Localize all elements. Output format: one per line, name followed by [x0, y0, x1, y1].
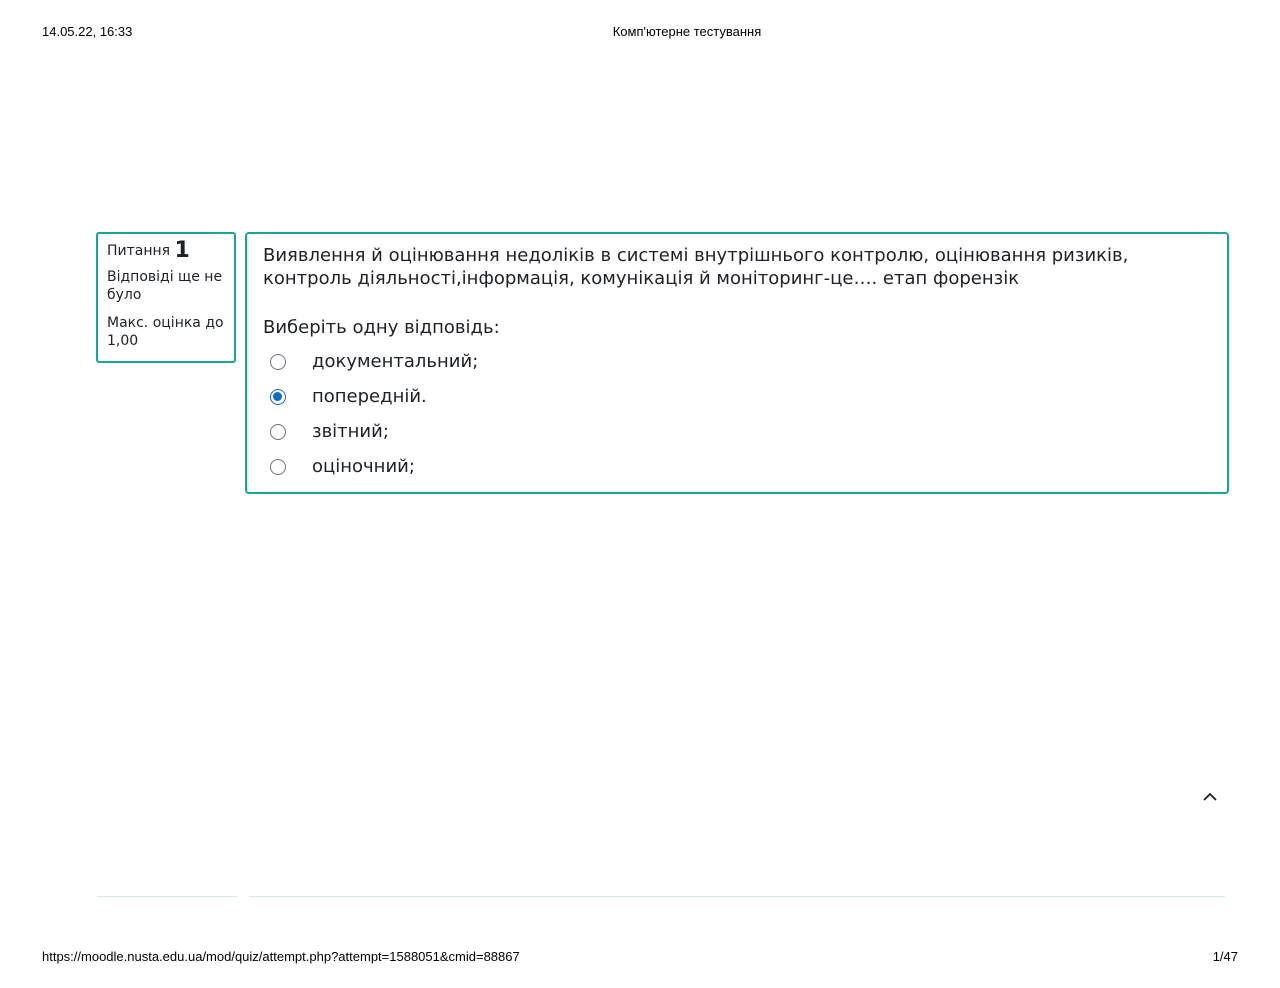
radio-empty-icon[interactable]: [270, 354, 286, 370]
answer-label[interactable]: попередній.: [312, 385, 427, 407]
question-max-grade: Макс. оцінка до 1,00: [107, 315, 224, 349]
answer-option-2[interactable]: [263, 379, 1211, 414]
question-text: Виявлення й оцінювання недоліків в системі внутрішнього контролю, оцінювання ризиків, контроль діяльності,інформація, комунікація й моніторинг-це…. етап форензік: [263, 245, 1129, 289]
section-divider-left: [97, 896, 237, 897]
question-number: 1: [174, 238, 190, 263]
print-url: https://moodle.nusta.edu.ua/mod/quiz/attempt.php?attempt=1588051&cmid=88867: [42, 949, 520, 964]
question-number-line: [107, 238, 225, 263]
question-info-panel: [96, 232, 236, 363]
answer-label[interactable]: оціночний;: [312, 455, 415, 477]
print-page-number: 1/47: [1212, 949, 1238, 964]
answer-option-1[interactable]: [263, 344, 1211, 379]
answer-list: [263, 344, 1211, 484]
question-label: Питання: [107, 243, 171, 259]
question-state: Відповіді ще не було: [107, 269, 223, 303]
section-divider-right: [249, 896, 1225, 897]
print-page-title: Комп'ютерне тестування: [612, 24, 762, 39]
answer-label[interactable]: звітний;: [312, 420, 389, 442]
chevron-up-icon: [1203, 792, 1217, 801]
answer-label[interactable]: документальний;: [312, 350, 479, 372]
scroll-to-top-button[interactable]: [1197, 783, 1223, 809]
radio-filled-icon[interactable]: [270, 389, 286, 405]
print-footer: [42, 949, 1238, 965]
answer-prompt: Виберіть одну відповідь:: [263, 317, 500, 338]
radio-empty-icon[interactable]: [270, 459, 286, 475]
print-header: [42, 24, 1238, 40]
question-content-panel: [245, 232, 1229, 494]
answer-option-4[interactable]: [263, 449, 1211, 484]
radio-empty-icon[interactable]: [270, 424, 286, 440]
print-datetime: 14.05.22, 16:33: [42, 24, 133, 39]
answer-option-3[interactable]: [263, 414, 1211, 449]
